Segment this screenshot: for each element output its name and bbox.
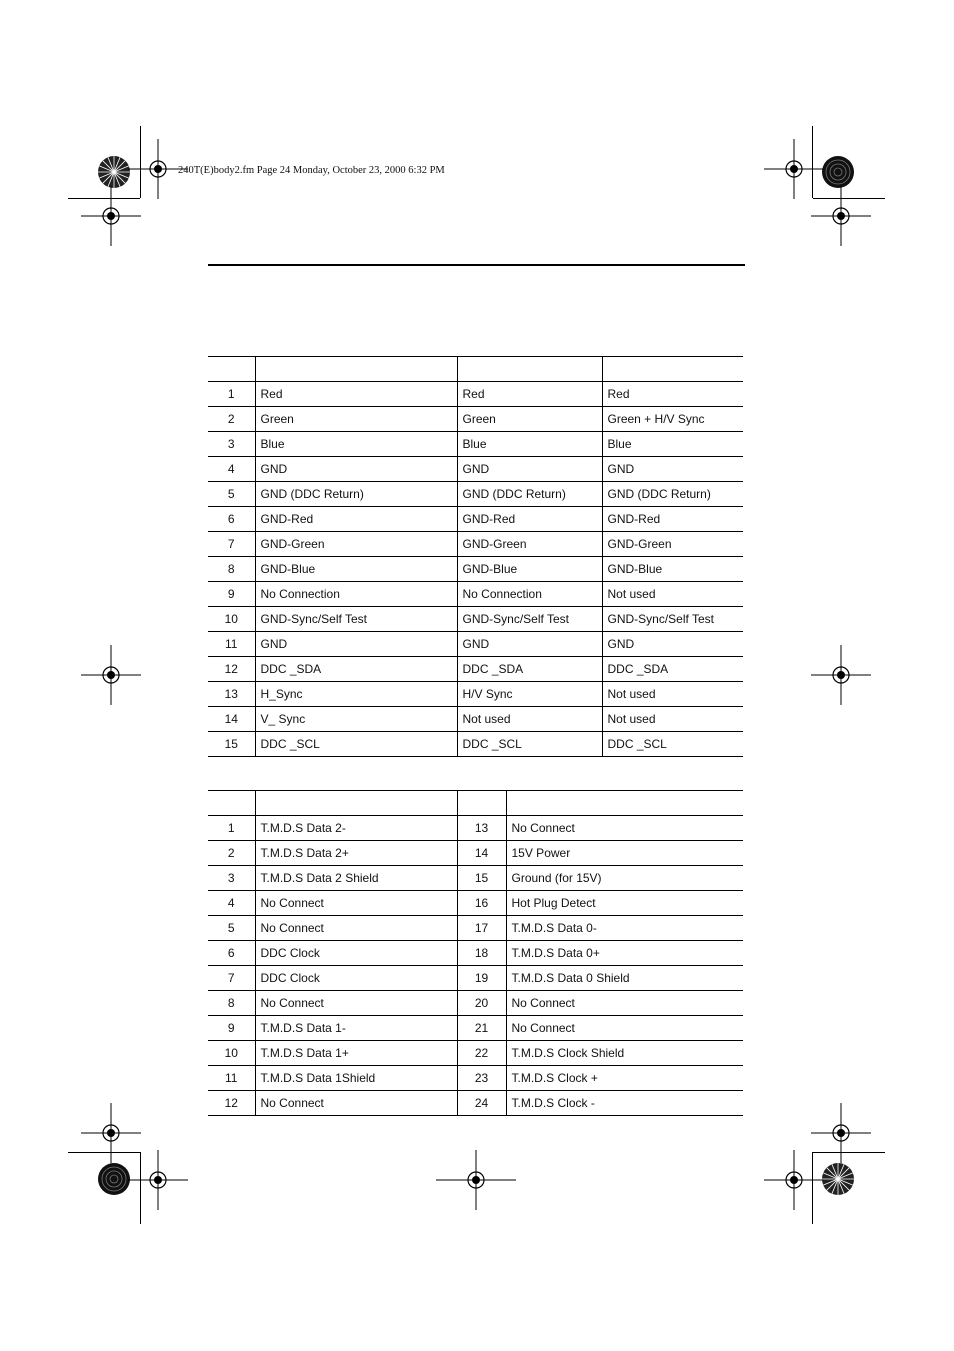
signal-cell: T.M.D.S Data 2+ (255, 841, 457, 866)
signal-cell: GND (DDC Return) (457, 482, 602, 507)
pin-number-cell: 10 (208, 607, 255, 632)
pin-number-cell: 14 (457, 841, 506, 866)
signal-cell: GND (DDC Return) (602, 482, 743, 507)
pin-number-cell: 8 (208, 557, 255, 582)
table-header-row (208, 791, 743, 816)
signal-cell: GND-Red (255, 507, 457, 532)
signal-cell: Not used (457, 707, 602, 732)
signal-cell: Green + H/V Sync (602, 407, 743, 432)
pin-number-cell: 11 (208, 1066, 255, 1091)
pin-number-cell: 2 (208, 407, 255, 432)
table-row (208, 607, 743, 632)
signal-cell: GND-Green (457, 532, 602, 557)
signal-cell: DDC _SCL (255, 732, 457, 757)
signal-cell: GND (255, 457, 457, 482)
registration-mark-icon (436, 1150, 516, 1210)
ring-mark-icon (821, 155, 855, 189)
table-row (208, 482, 743, 507)
signal-cell: DDC _SCL (457, 732, 602, 757)
signal-cell: DDC _SDA (255, 657, 457, 682)
signal-cell: T.M.D.S Clock - (506, 1091, 743, 1116)
table-row (208, 457, 743, 482)
pin-number-cell: 9 (208, 582, 255, 607)
table-row (208, 966, 743, 991)
signal-cell: GND (602, 632, 743, 657)
column-header (506, 791, 743, 816)
registration-mark-icon (764, 1150, 824, 1210)
table-row (208, 1091, 743, 1116)
table-row (208, 941, 743, 966)
signal-cell: GND (457, 632, 602, 657)
pin-number-cell: 13 (457, 816, 506, 841)
table-row (208, 382, 743, 407)
pin-number-cell: 10 (208, 1041, 255, 1066)
signal-cell: T.M.D.S Data 2 Shield (255, 866, 457, 891)
signal-cell: T.M.D.S Data 1- (255, 1016, 457, 1041)
signal-cell: H/V Sync (457, 682, 602, 707)
pin-number-cell: 12 (208, 1091, 255, 1116)
signal-cell: T.M.D.S Data 0- (506, 916, 743, 941)
registration-mark-icon (81, 186, 141, 246)
signal-cell: GND-Red (457, 507, 602, 532)
pin-number-cell: 12 (208, 657, 255, 682)
signal-cell: No Connect (255, 891, 457, 916)
table-row (208, 532, 743, 557)
signal-cell: T.M.D.S Data 2- (255, 816, 457, 841)
signal-cell: Green (255, 407, 457, 432)
pin-number-cell: 8 (208, 991, 255, 1016)
pin-number-cell: 16 (457, 891, 506, 916)
pin-number-cell: 20 (457, 991, 506, 1016)
pin-number-cell: 19 (457, 966, 506, 991)
pin-number-cell: 3 (208, 866, 255, 891)
column-header (457, 791, 506, 816)
pin-number-cell: 7 (208, 532, 255, 557)
signal-cell: DDC _SDA (602, 657, 743, 682)
table-row (208, 1066, 743, 1091)
pin-number-cell: 6 (208, 507, 255, 532)
registration-mark-icon (128, 1150, 188, 1210)
signal-cell: T.M.D.S Clock Shield (506, 1041, 743, 1066)
signal-cell: Green (457, 407, 602, 432)
signal-cell: T.M.D.S Data 1+ (255, 1041, 457, 1066)
dvi-pin-table (208, 790, 743, 1116)
signal-cell: Red (457, 382, 602, 407)
signal-cell: Red (602, 382, 743, 407)
dsub-pin-table (208, 356, 743, 757)
signal-cell: No Connect (506, 991, 743, 1016)
signal-cell: Blue (255, 432, 457, 457)
pin-number-cell: 14 (208, 707, 255, 732)
starburst-mark-icon (821, 1162, 855, 1196)
pin-number-cell: 9 (208, 1016, 255, 1041)
pin-number-cell: 13 (208, 682, 255, 707)
column-header (457, 357, 602, 382)
pin-number-cell: 17 (457, 916, 506, 941)
signal-cell: GND-Sync/Self Test (602, 607, 743, 632)
signal-cell: No Connect (255, 1091, 457, 1116)
ring-mark-icon (97, 1162, 131, 1196)
table-row (208, 991, 743, 1016)
pin-number-cell: 5 (208, 482, 255, 507)
column-header (255, 791, 457, 816)
signal-cell: T.M.D.S Data 0 Shield (506, 966, 743, 991)
pin-number-cell: 2 (208, 841, 255, 866)
signal-cell: GND-Blue (255, 557, 457, 582)
signal-cell: GND (DDC Return) (255, 482, 457, 507)
pin-number-cell: 15 (208, 732, 255, 757)
table-row (208, 1016, 743, 1041)
signal-cell: Blue (602, 432, 743, 457)
signal-cell: DDC _SDA (457, 657, 602, 682)
signal-cell: No Connect (255, 916, 457, 941)
signal-cell: T.M.D.S Data 0+ (506, 941, 743, 966)
table-row (208, 682, 743, 707)
signal-cell: V_ Sync (255, 707, 457, 732)
table-row (208, 582, 743, 607)
signal-cell: Not used (602, 682, 743, 707)
signal-cell: DDC Clock (255, 941, 457, 966)
pin-number-cell: 5 (208, 916, 255, 941)
column-header (208, 791, 255, 816)
signal-cell: Hot Plug Detect (506, 891, 743, 916)
table-row (208, 557, 743, 582)
pin-number-cell: 4 (208, 891, 255, 916)
pin-number-cell: 18 (457, 941, 506, 966)
pin-number-cell: 21 (457, 1016, 506, 1041)
pin-number-cell: 22 (457, 1041, 506, 1066)
table-row (208, 657, 743, 682)
signal-cell: Not used (602, 707, 743, 732)
signal-cell: No Connect (506, 1016, 743, 1041)
signal-cell: Not used (602, 582, 743, 607)
signal-cell: H_Sync (255, 682, 457, 707)
column-header (208, 357, 255, 382)
pin-number-cell: 1 (208, 816, 255, 841)
column-header (602, 357, 743, 382)
signal-cell: No Connection (255, 582, 457, 607)
registration-mark-icon (811, 186, 871, 246)
pin-number-cell: 15 (457, 866, 506, 891)
signal-cell: No Connect (255, 991, 457, 1016)
registration-mark-icon (811, 645, 871, 705)
pin-number-cell: 1 (208, 382, 255, 407)
pin-number-cell: 6 (208, 941, 255, 966)
signal-cell: 15V Power (506, 841, 743, 866)
file-info-header: 240T(E)body2.fm Page 24 Monday, October 23, 2000 6:32 PM (178, 165, 445, 176)
signal-cell: GND-Green (255, 532, 457, 557)
signal-cell: Ground (for 15V) (506, 866, 743, 891)
starburst-mark-icon (97, 155, 131, 189)
signal-cell: GND-Blue (602, 557, 743, 582)
signal-cell: No Connect (506, 816, 743, 841)
signal-cell: Red (255, 382, 457, 407)
table-row (208, 707, 743, 732)
signal-cell: DDC Clock (255, 966, 457, 991)
table-row (208, 632, 743, 657)
signal-cell: GND-Blue (457, 557, 602, 582)
table-row (208, 816, 743, 841)
pin-number-cell: 23 (457, 1066, 506, 1091)
page-top-rule (208, 264, 745, 266)
table-row (208, 432, 743, 457)
signal-cell: DDC _SCL (602, 732, 743, 757)
signal-cell: GND-Sync/Self Test (457, 607, 602, 632)
table-row (208, 841, 743, 866)
signal-cell: GND (457, 457, 602, 482)
table-row (208, 407, 743, 432)
signal-cell: GND (255, 632, 457, 657)
signal-cell: T.M.D.S Clock + (506, 1066, 743, 1091)
pin-number-cell: 11 (208, 632, 255, 657)
table-row (208, 507, 743, 532)
column-header (255, 357, 457, 382)
table-row (208, 916, 743, 941)
table-row (208, 891, 743, 916)
registration-mark-icon (81, 645, 141, 705)
signal-cell: T.M.D.S Data 1Shield (255, 1066, 457, 1091)
table-header-row (208, 357, 743, 382)
signal-cell: GND (602, 457, 743, 482)
table-row (208, 732, 743, 757)
signal-cell: GND-Red (602, 507, 743, 532)
signal-cell: GND-Green (602, 532, 743, 557)
signal-cell: Blue (457, 432, 602, 457)
pin-number-cell: 3 (208, 432, 255, 457)
pin-number-cell: 24 (457, 1091, 506, 1116)
signal-cell: No Connection (457, 582, 602, 607)
signal-cell: GND-Sync/Self Test (255, 607, 457, 632)
table-row (208, 866, 743, 891)
pin-number-cell: 4 (208, 457, 255, 482)
table-row (208, 1041, 743, 1066)
pin-number-cell: 7 (208, 966, 255, 991)
